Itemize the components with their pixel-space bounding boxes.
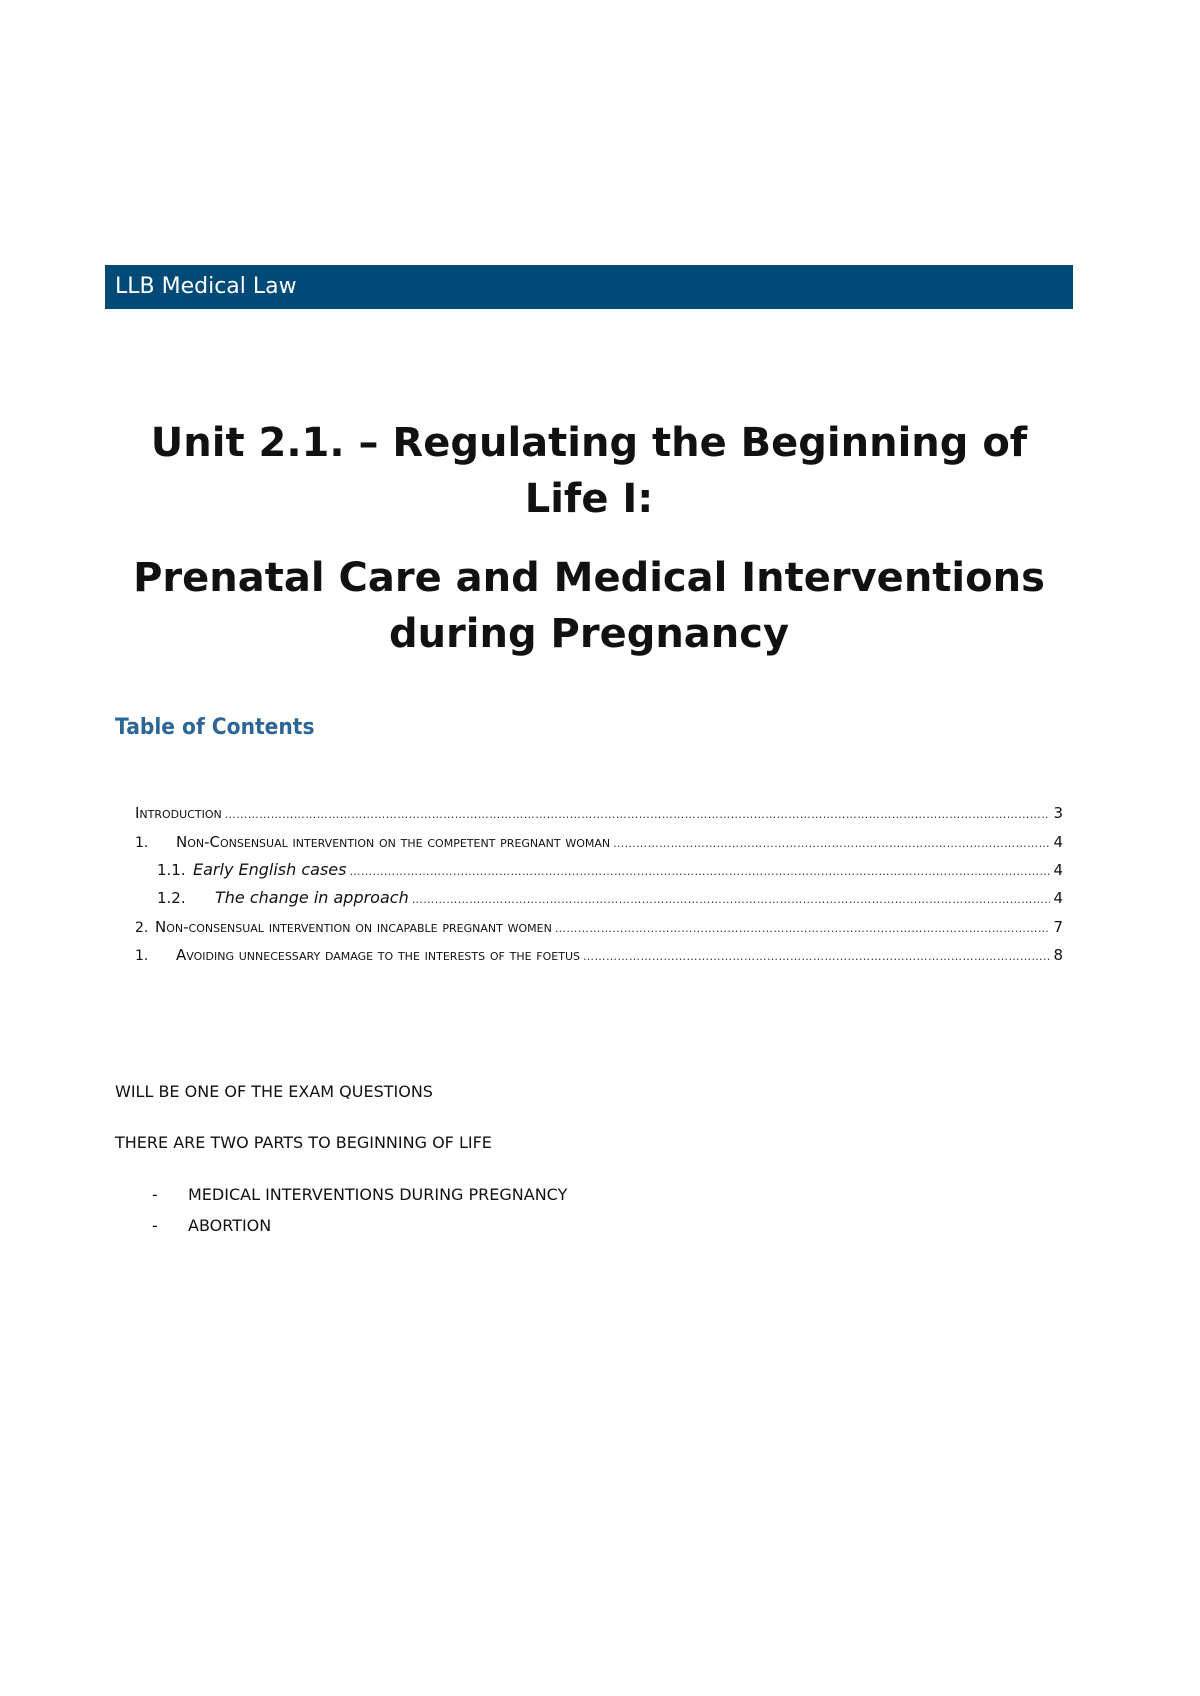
toc-entry-page: 4 bbox=[1053, 861, 1063, 879]
toc-entry-page: 7 bbox=[1053, 918, 1063, 936]
toc-entry-label: Non-Consensual intervention on the competent pregnant woman bbox=[176, 833, 611, 851]
toc-entry-section-1-2[interactable] bbox=[157, 885, 1063, 907]
toc-entry-label: The change in approach bbox=[215, 888, 409, 907]
toc-entry-number: 1.2. bbox=[157, 889, 186, 907]
toc-leader-dots bbox=[555, 922, 1051, 936]
toc-entry-page: 8 bbox=[1053, 946, 1063, 964]
toc-entry-number: 2. bbox=[135, 920, 149, 936]
toc-entry-label: Avoiding unnecessary damage to the interests of the foetus bbox=[176, 946, 580, 964]
toc-entry-section-1[interactable] bbox=[135, 829, 1063, 851]
toc-entry-number: 1. bbox=[135, 835, 149, 851]
bullet-item bbox=[152, 1185, 567, 1204]
toc-entry-label: Early English cases bbox=[193, 860, 347, 879]
header-banner bbox=[105, 265, 1073, 309]
toc-entry-page: 3 bbox=[1053, 804, 1063, 822]
toc-leader-dots bbox=[412, 893, 1051, 907]
toc-leader-dots bbox=[349, 865, 1050, 879]
banner-title: LLB Medical Law bbox=[115, 274, 297, 299]
document-subtitle bbox=[105, 550, 1073, 662]
toc-entry-page: 4 bbox=[1053, 889, 1063, 907]
toc-entry-label: Non-consensual intervention on incapable pregnant women bbox=[155, 918, 552, 936]
toc-entry-section-avoiding-damage[interactable] bbox=[135, 942, 1063, 964]
toc-entry-label: Introduction bbox=[135, 804, 222, 822]
note-exam-question: WILL BE ONE OF THE EXAM QUESTIONS bbox=[115, 1082, 433, 1101]
toc-leader-dots bbox=[225, 808, 1051, 822]
title-line-2: Life I: bbox=[524, 476, 654, 522]
bullet-marker: - bbox=[152, 1185, 158, 1204]
toc-entry-introduction[interactable] bbox=[135, 800, 1063, 822]
subtitle-line-2: during Pregnancy bbox=[388, 611, 790, 657]
bullet-item bbox=[152, 1216, 271, 1235]
toc-entry-number: 1.1. bbox=[157, 861, 186, 879]
toc-entry-section-2[interactable] bbox=[135, 914, 1063, 936]
note-two-parts: THERE ARE TWO PARTS TO BEGINNING OF LIFE bbox=[115, 1133, 492, 1152]
subtitle-line-1: Prenatal Care and Medical Interventions bbox=[133, 555, 1045, 601]
toc-heading: Table of Contents bbox=[115, 715, 315, 740]
title-line-1: Unit 2.1. – Regulating the Beginning of bbox=[150, 420, 1028, 466]
toc-entry-page: 4 bbox=[1053, 833, 1063, 851]
bullet-marker: - bbox=[152, 1216, 158, 1235]
bullet-text: MEDICAL INTERVENTIONS DURING PREGNANCY bbox=[188, 1185, 568, 1204]
toc-entry-number: 1. bbox=[135, 948, 149, 964]
bullet-text: ABORTION bbox=[188, 1216, 272, 1235]
toc-leader-dots bbox=[583, 950, 1050, 964]
document-title bbox=[105, 415, 1073, 527]
toc-entry-section-1-1[interactable] bbox=[157, 857, 1063, 879]
toc-leader-dots bbox=[613, 837, 1050, 851]
